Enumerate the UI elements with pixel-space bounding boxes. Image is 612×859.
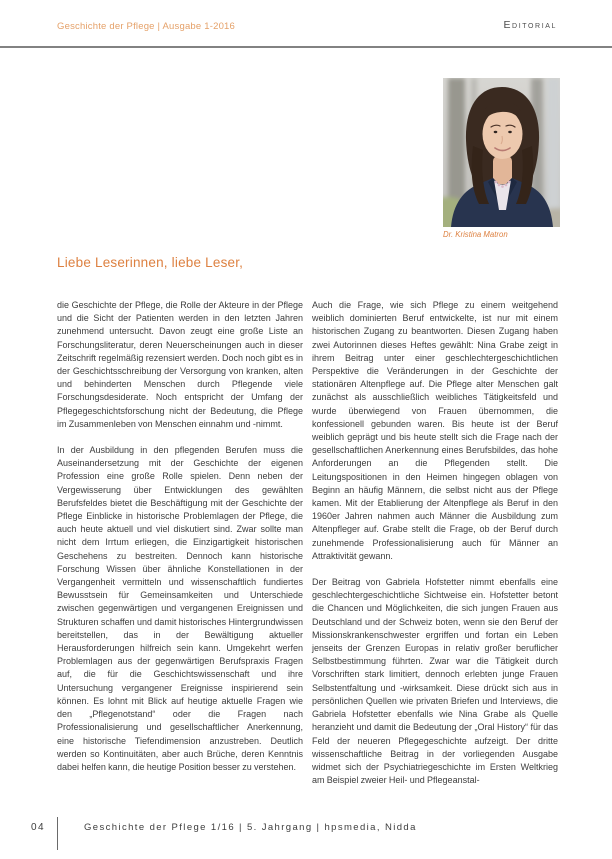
paragraph: die Geschichte der Pflege, die Rolle der Akteure in der Pflege und die Sicht der Patienten werden in den letzten Jahren zunehmend untersucht. Davon zeugt eine große Liste an Forschungsliteratur, deren Neuerscheinungen auch in dieser Zeitschrift regelmäßig rezensiert werden. Doch noch gibt es in der Geschichtsschreibung der Versorgung von kranken, alten und behinderten Menschen durch Pflegende viele Forschungsdesiderate. Noch entspricht der Umfang der Pflegegeschichtsforschung nicht der Bedeutung, die Pflege im Zusammenleben von Menschen einnahm und -nimmt. <box>57 300 303 429</box>
photo-caption: Dr. Kristina Matron <box>443 230 508 239</box>
article-column-left <box>57 299 303 787</box>
header-rule <box>0 46 612 48</box>
paragraph: Auch die Frage, wie sich Pflege zu einem weitgehend weiblich dominierten Beruf entwickelte, ist nur mit einem historischen Zugang zu beantworten. Diesen Zugang haben zwei Autorinnen dieses Heftes gewählt: Nina Grabe zeigt in ihrem Beitrag unter einer geschlechtergeschichtlichen Perspektive die Veränderungen in der Geschichte der stationären Altenpflege auf. Die Pflege alter Menschen galt zunächst als ausschließlich weibliches Tätigkeitsfeld und wurde überwiegend von Frauen übernommen, die konfessionell gebunden waren. Bis heute ist der Beruf weiblich geprägt und bis heute stellt sich die Frage nach der gesellschaftlichen Anerkennung eines Berufsbildes, das hohe Anforderungen an die Pflegenden stellt. Die Leitungspositionen in den Heimen hingegen oblagen von Beginn an häufig Männern, die selbst nicht aus der Pflege kamen. Mit der Etablierung der Altenpflege als Beruf in den 1960er Jahren nahmen auch Männer die Ausbildung zum Altenpfleger auf. Grabe stellt die Frage, ob der Beruf durch zunehmende Professionalisierung auch für Männer an Attraktivität gewann. <box>312 300 558 561</box>
page-number: 04 <box>31 822 46 833</box>
paragraph: In der Ausbildung in den pflegenden Berufen muss die Auseinandersetzung mit der Geschichte der eigenen Profession eine große Rolle spielen. Denn neben der Vergewisserung über Entwicklungen des gewählten Berufsfeldes bietet die Beschäftigung mit der Geschichte der Pflege Einblicke in historische Problemlagen der Pflege, die auch heute aktuell und viel diskutiert sind. Zwar sollte man nicht dem Irrtum erliegen, die Einzigartigkeit historischen Geschehens zu bestreiten. Dennoch kann historische Forschung Wissen über ähnliche Konstellationen in der Vergangenheit vermitteln und wissenschaftlich fundiertes Bewusstsein für Gemeinsamkeiten und Unterschiede zwischen gegenwärtigen und vergangenen Ereignissen und Strukturen schaffen und damit historisches Hintergrundwissen bereitstellen, das in der Bewältigung aktueller Herausforderungen hilfreich sein kann. Umgekehrt werfen Problemlagen aus der gegenwärtigen Berufspraxis Fragen auf, die für die Geschichtswissenschaft und ihre Untersuchung vergangener Ereignisse inspirierend sein können. Es lohnt mit Blick auf heutige aktuelle Fragen wie den „Pflegenotstand“ oder die Fragen nach Professionalisierung und gesellschaftlicher Anerkennung, eine historische Tiefendimension anzustreben. Deutlich werden so Kontinuitäten, aber auch Brüche, deren Kenntnis dabei helfen kann, die heutige Position besser zu verstehen. <box>57 445 303 772</box>
journal-title: Geschichte der Pflege | Ausgabe 1-2016 <box>57 21 236 32</box>
footer-divider <box>57 817 58 850</box>
footer-imprint: Geschichte der Pflege 1/16 | 5. Jahrgang | hpsmedia, Nidda <box>84 822 417 833</box>
salutation-heading: Liebe Leserinnen, liebe Leser, <box>57 255 244 270</box>
portrait-photo <box>443 78 560 227</box>
article-column-right <box>312 299 558 800</box>
section-label: Editorial <box>503 19 557 31</box>
paragraph: Der Beitrag von Gabriela Hofstetter nimmt ebenfalls eine geschlechtergeschichtliche Sichtweise ein. Hofstetter betont die Chancen und Möglichkeiten, die sich jungen Frauen aus Deutschland und der Schweiz boten, wenn sie den Beruf der Missionskrankenschwester ergriffen und fortan ein Leben jenseits der Grenzen Europas in relativ großer beruflicher Selbstbestimmung führten. Zwar war die Tätigkeit durch Vorschriften stark limitiert, dennoch erlebten junge Frauen Selbstentfaltung und -wirksamkeit. Diese drückt sich aus in persönlichen Quellen wie privaten Briefen und Interviews, die Gabriela Hofstetter ebenfalls wie Nina Grabe als Quelle heranzieht und damit die Bedeutung der „Oral History“ für das Feld der neueren Pflegegeschichte aufzeigt. Der dritte wissenschaftliche Beitrag in der vorliegenden Ausgabe widmet sich der Psychiatriegeschichte im Ersten Weltkrieg am Beispiel zweier Heil- und Pflegeanstal- <box>312 577 558 786</box>
